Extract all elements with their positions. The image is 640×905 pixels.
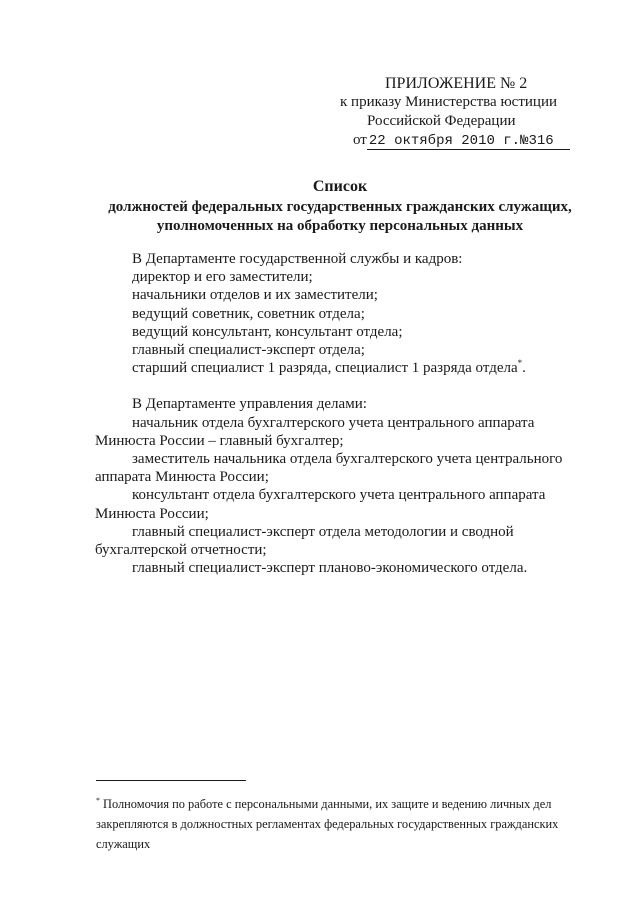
title-line-3: уполномоченных на обработку персональных данных	[156, 218, 524, 234]
list-item-first-line: заместитель начальника отдела бухгалтерского учета центрального	[132, 451, 563, 468]
footnote-separator	[96, 780, 246, 781]
section-hr-department	[95, 250, 587, 377]
order-reference: к приказу Министерства юстиции	[340, 94, 557, 110]
document-title	[100, 177, 580, 236]
list-item-continuation: бухгалтерской отчетности;	[95, 542, 267, 559]
list-item-first-line: консультант отдела бухгалтерского учета центрального аппарата	[132, 487, 546, 504]
list-item: главный специалист-эксперт планово-экономического отдела.	[132, 560, 528, 577]
footnote-line	[96, 794, 576, 814]
order-date-line	[330, 131, 590, 151]
footnote-reference: *	[517, 358, 523, 369]
date-stamp: 22 октября 2010 г.№316	[367, 133, 570, 150]
list-item: ведущий советник, советник отдела;	[132, 305, 365, 322]
list-item: начальники отделов и их заместители;	[132, 287, 378, 304]
list-item-continuation: аппарата Минюста России;	[95, 469, 269, 486]
list-item-first-line: начальник отдела бухгалтерского учета центрального аппарата	[132, 414, 535, 431]
list-item-punct: .	[522, 360, 526, 377]
country-name: Российской Федерации	[367, 113, 516, 129]
title-line-1: Список	[312, 178, 368, 195]
footnote-mark: *	[96, 795, 100, 805]
section-heading: В Департаменте государственной службы и кадров:	[132, 251, 463, 267]
appendix-number: ПРИЛОЖЕНИЕ № 2	[385, 75, 528, 92]
list-item-continuation: Минюста России;	[95, 505, 209, 522]
title-line-2: должностей федеральных государственных гражданских служащих,	[108, 199, 572, 215]
appendix-header	[330, 74, 590, 151]
footnote	[96, 794, 576, 854]
list-item: главный специалист-эксперт отдела;	[132, 342, 365, 359]
footnote-text: Полномочия по работе с персональными данными, их защите и ведению личных дел	[103, 797, 552, 811]
section-heading: В Департаменте управления делами:	[132, 396, 367, 413]
list-item: директор и его заместители;	[132, 269, 313, 286]
date-prefix: от	[353, 132, 367, 148]
document-body	[95, 250, 587, 577]
list-item: ведущий консультант, консультант отдела;	[132, 323, 403, 340]
footnote-line: закрепляются в должностных регламентах федеральных государственных гражданских	[96, 817, 559, 831]
list-item-continuation: Минюста России – главный бухгалтер;	[95, 432, 344, 449]
list-item-text: старший специалист 1 разряда, специалист 1 разряда отдела	[132, 360, 518, 377]
list-item	[95, 359, 587, 377]
footnote-line: служащих	[96, 837, 151, 851]
section-admin-department	[95, 395, 587, 577]
list-item-first-line: главный специалист-эксперт отдела методологии и сводной	[132, 523, 514, 540]
